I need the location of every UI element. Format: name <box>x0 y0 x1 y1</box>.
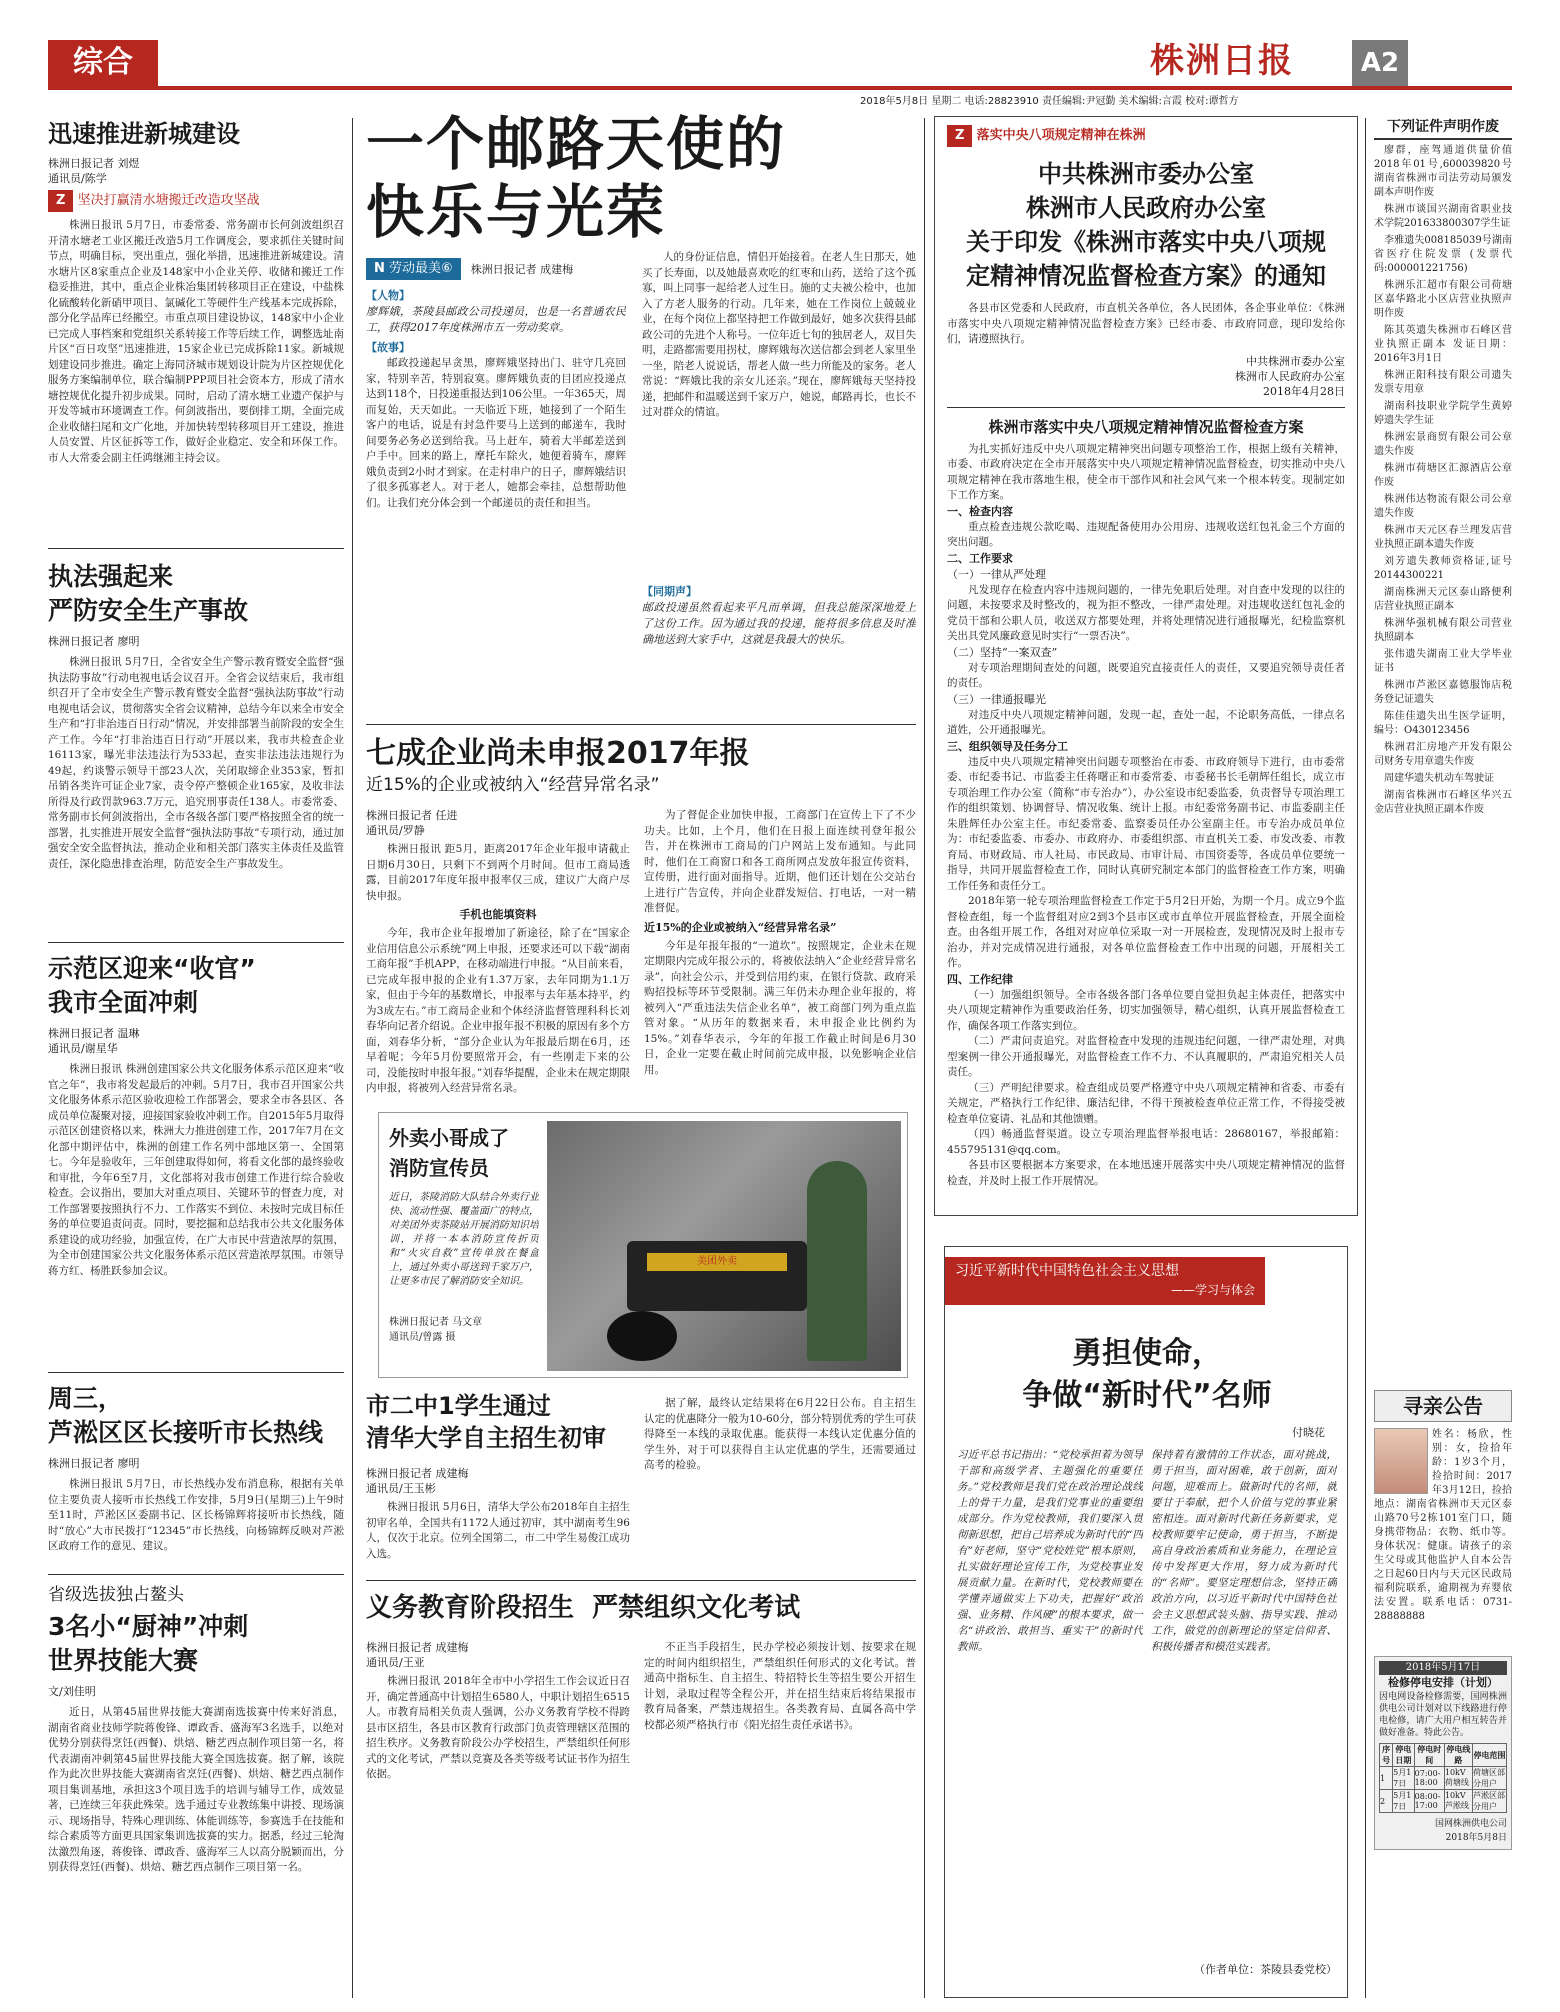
plan-body: 对专项治理期间查处的问题，既要追究直接责任人的责任，又要追究领导责任者的责任。 <box>947 661 1345 689</box>
article-body: 为了督促企业加快申报，工商部门在宣传上下了不少功夫。比如，上个月，他们在日报上面连续刊登年报公告，并在株洲市工商局的门户网站上发布通知。与此同时，他们在工商窗口和各工商所网点发放年报宣传资料，宣传册，进行面对面指导。近期，他们还计划在公交站台上进行广告宣传，并向企业群发短信、打电话，一对一精准督促。 <box>644 809 916 914</box>
divider <box>48 1372 344 1373</box>
author-affiliation: （作者单位：茶陵县委党校） <box>1194 1963 1337 1976</box>
plan-body: 凡发现存在检查内容中违规问题的，一律先免职后处理。对自查中发现的以往的问题，未按要求及时整改的，视为拒不整改，一律严肃处理。对违规收送红包礼金的党员干部和公职人员，收送双方都要处理，并将处理情况进行通报曝光，纪检监察机关出具党风廉政意见时实行“一票否决”。 <box>947 583 1345 642</box>
plan-section: 二、工作要求 <box>947 551 1013 565</box>
notice-column <box>1374 1390 1512 1998</box>
headline: 市二中1学生通过 清华大学自主招生初审 <box>366 1392 606 1452</box>
quote-text: 邮政投递虽然看起来平凡而单调，但我总能深深地爱上了这份工作。因为通过我的投递，能将很多信息及时准确地送到大家手中，这就是我最大的快乐。 <box>642 601 916 646</box>
divider <box>48 548 344 549</box>
article-xincheng <box>48 118 344 548</box>
classified-item: 株洲乐汇超市有限公司荷塘区嘉华路北小区店营业执照声明作废 <box>1374 280 1512 319</box>
byline: 通讯员/王亚 <box>366 1656 425 1669</box>
headline: 七成企业尚未申报2017年报 <box>366 736 750 771</box>
essay-body: 保持着有激情的工作状态，面对挑战，勇于担当，面对困难，敢于创新，面对问题，迎难而上。做新时代的名师，就要甘于奉献，把个人价值与党的事业紧密相连。面对新时代新任务新要求，党校教师要牢记使命，勇于担当，不断提高自身政治素质和业务能力，在理论宣传中发挥更大作用，努力成为新时代的“名师”。要坚定理想信念，坚持正确政治方向，以习近平新时代中国特色社会主义思想武装头脑、指导实践、推动工作，做党的创新理论的坚定信仰者、积极传播者和模范实践者。 <box>1151 1449 1337 1653</box>
meituan-badge: 美团外卖 <box>647 1253 787 1271</box>
article-body: 人的身份证信息，情侣开始接着。在老人生日那天，她买了长寿面，以及她最喜欢吃的红枣和山药，送给了这个孤寡，叫上同事一起给老人过生日。施的丈夫被公检中，也加入了方老人服务的行动。几年来，她在工作岗位上兢兢业业，在每个岗位上都坚持把工作做到最好，她多次获得县邮政公司的先进个人称号。一位年近七旬的独居老人，双目失明，走路都需要用拐杖，廖辉娥每次送信都会到老人家里坐一坐，陪老人说说话，帮老人做一些力所能及的家务。老人常说：“辉娥比我的亲女儿还亲。”现在，廖辉娥每天坚持投递，把邮件和温暖送到千家万户，她说，邮路再长，也长不过对群众的情谊。 <box>642 251 916 418</box>
divider <box>366 1580 916 1581</box>
headline: 执法强起来 严防安全生产事故 <box>48 562 249 625</box>
column-rule <box>352 118 353 1998</box>
headline: 外卖小哥成了 消防宣传员 <box>389 1126 509 1180</box>
headline: 3名小“厨神”冲刺 世界技能大赛 <box>48 1612 249 1675</box>
article-body: 株洲日报讯 株洲创建国家公共文化服务体系示范区迎来“收官之年”，我市将发起最后的冲刺。5月7日，我市召开国家公共文化服务体系示范区验收迎检工作部署会，要求全市各县区、各成员单位凝聚对接，迎接国家验收冲刺工作。自2015年5月取得示范区创建资格以来，株洲大力推进创建工作，2017年7月在文化部中期评估中，株洲的创建工作名列中部地区第一、全国第七。今年是验收年，三年创建取得如何，将看文化部的最终验收和审批，今年6至7月，文化部将对我市创建工作进行综合验收检查。会议指出，要加大对重点项目、关键环节的督查力度，对工作部署要按照执行不力、工作落实不到位、未按时完成目标任务的单位要追责问责。同时，要挖掘和总结我市公共文化服务体系建设的成功经验，加强宣传，在广大市民中营造浓厚的氛围，为全市创建国家公共文化服务体系示范区营造浓厚氛围。市领导蒋方红、杨胜跃参加会议。 <box>48 1063 344 1277</box>
byline: 株洲日报记者 廖明 <box>48 635 140 648</box>
table-header: 停电日期 <box>1393 1744 1414 1767</box>
table-cell: 2 <box>1380 1790 1393 1813</box>
byline: 株洲日报记者 任进 <box>366 809 458 822</box>
plan-body: 2018年第一轮专项治理监督检查工作定于5月2日开始，为期一个月。成立9个监督检查组，每一个监督组对应2到3个县市区或市直单位开展监督检查，开展全面检查。由各组开展工作，各组对对应单位采取一对一开展检查，发现情况及时上报市专治办，并对完成情况进行通报，对各单位监督检查工作中出现的问题，开展相关工作。 <box>947 895 1345 969</box>
classified-item: 株洲正阳科技有限公司遗失发票专用章 <box>1374 370 1512 395</box>
plan-body: （四）畅通监督渠道。设立专项治理监督举报电话：28680167，举报邮箱：455795131@qq.com。 <box>947 1128 1345 1156</box>
article-body: 株洲日报讯 距5月，距离2017年企业年报申请截止日期6月30日，只剩下不到两个月时间。但市工商局透露，目前2017年度年报申报率仅三成，建议广大商户尽快申报。 <box>366 843 630 902</box>
section-tag: 综合 <box>48 40 158 86</box>
article-body: 株洲日报讯 5月7日，市委常委、常务副市长何剑波组织召开清水塘老工业区搬迁改造5月工作调度会，要求抓住关键时间节点，明确目标，突出重点，强化举措，迅速推进新城建设。清水塘片区8家重点企业及148家中小企业关停、收储和搬迁工作稳妥推进，其中，重点企业株冶集团转移项目正在建设，中盐株化硫酸转化新硝甲项目、氯碱化工等硬件生产线基本完成拆除，部分化学品库已经搬空。市重点项目建设协议，148家中小企业已完成人事档案和党组织关系转接工作等后续工作，调整选址南片区“百日攻坚”迅速推进，15家企业已完成拆除11家。新城规划建设同步推进。确定上海同济城市规划设计院为片区控规优化服务方案编制单位，联合编制PPP项目社会资本方，形成了清水塘控规优化提升初步成果。同时，启动了清水塘工业遗产保护与开发等城市环境调查工作。何剑波指出，要倒排工期，全面完成企业收储扫尾和文广化地，并加快转型转移项目开工建设，推进人员安置、片区征拆等工作，做好企业稳定、安全和环保工作。市人大常委会副主任鸿继湘主持会议。 <box>48 219 344 464</box>
byline: 通讯员/陈学 <box>48 172 107 185</box>
article-zhousan <box>48 1382 344 1572</box>
sub-heading: 【故事】 <box>366 341 410 354</box>
byline: 株洲日报记者 温琳 <box>48 1027 140 1040</box>
plan-title: 株洲市落实中央八项规定精神情况监督检查方案 <box>988 417 1304 436</box>
plan-body: 违反中央八项规定精神突出问题专项整治在市委、市政府领导下进行，由市委常委、市纪委书记、市监委主任蒋曙正和市委常委、市委秘书长毛朝辉任组长，成立市专项治理工作办公室（简称“市专治办”），办公室设市纪委监委，负责督导专项治理工作的组织策划、协调督导、情况收集、统计上报。市纪委常务副书记、市监委副主任朱胜辉任办公室主任。市纪委常委、监察委员任办公室副主任。市专治办成员单位为：市纪委监委、市委办、市政府办、市委组织部、市直机关工委、市发改委、市教育局、市财政局、市人社局、市民政局、市审计局、市国资委等，各成员单位要统一指导，共同开展监督检查工作，同时认真研究制定本部门的监督检查工作方案，明确工作任务和责任分工。 <box>947 755 1345 892</box>
byline: 株洲日报记者 刘煜 <box>48 157 140 170</box>
column-rule <box>1365 118 1366 1998</box>
table-cell: 5月17日 <box>1393 1790 1414 1813</box>
divider <box>48 1574 344 1575</box>
divider <box>366 724 916 725</box>
outage-body: 因电网设备检修需要，国网株洲供电公司计划对以下线路进行停电检修，请广大用户相互转告并做好准备。特此公告。 <box>1379 1692 1507 1738</box>
article-body: 株洲日报讯 5月7日，市长热线办发布消息称，根据有关单位主要负责人接听市长热线工作安排，5月9日(星期三)上午9时至11时，芦淞区区委副书记、区长杨锦辉将接听市长热线，随时“放心”大市民拨打“12345”市长热线，向杨锦辉反映对芦淞区政府工作的意见、建议。 <box>48 1478 344 1552</box>
plan-section: 三、组织领导及任务分工 <box>947 739 1068 753</box>
child-photo <box>1374 1428 1428 1494</box>
signature: 中共株洲市委办公室 <box>1246 354 1345 368</box>
article-body: 株洲日报讯 2018年全市中小学招生工作会议近日召开，确定普通高中计划招生6580人，中职计划招生6515人。市教育局相关负责人强调，公办义务教育学校不得跨县市区招生，各县市区教育行政部门负责管理辖区范围的招生秩序。义务教育阶段公办学校招生，严禁组织任何形式的文化考试，严禁以竞赛及各类等级考试证书作为招生依据。 <box>366 1675 630 1780</box>
essay-body: 习近平总书记指出：“党校承担着为领导干部和高级学者、主题强化的重要任务。”党校教师是我们党在政治理论战线上的骨干力量，是我们党事业的重要组成部分。作为党校教师，我们要深入贯彻新思想，把自己培养成为新时代的“四有”好老师，坚守“党校姓党”根本原则，扎实做好理论宣传工作，为党校事业发展贡献力量。在新时代，党校教师要在学懂弄通做实上下功夫，把握好“政治强、业务精、作风硬”的根本要求，做一名“讲政治、敢担当、重实干”的新时代教师。 <box>957 1449 1143 1653</box>
classified-item: 株洲宏景商贸有限公司公章遗失作废 <box>1374 432 1512 457</box>
byline: 通讯员/谢星华 <box>48 1042 118 1055</box>
kicker: 省级选拔独占鳌头 <box>48 1585 184 1605</box>
plan-subsection: （二）坚持“一案双查” <box>947 645 1058 659</box>
article-body: 近日，从第45届世界技能大赛湖南选拔赛中传来好消息，湖南省商业技师学院蒋俊锋、谭政香、盛海军3名选手，以绝对优势分别获得烹饪(西餐)、烘焙、糖艺西点制作项目第一名，将代表湖南冲刺第45届世界技能大赛全国选拔赛。据了解，该院作为此次世界技能大赛湖南省烹饪(西餐)、烘焙、糖艺西点制作项目集训基地，承担这3个项目选手的培训与辅导工作，成效显著，已连续三年获此殊荣。选手通过专业教练集中讲授、现场演示、现场指导，特殊心理训练、体能训练等，参赛选手在技能和综合素质等方面更具国家集训选拔赛的实力。据悉，经过三轮淘汰激烈角逐，蒋俊锋、谭政香、盛海军三人以高分脱颖而出，分别获得烹饪(西餐)、烘焙、糖艺西点制作三项目第一名。 <box>48 1706 344 1873</box>
classified-item: 株洲市谈国兴湖南省职业技术学院201633800307学生证 <box>1374 204 1512 229</box>
headline: 示范区迎来“收官” 我市全面冲刺 <box>48 954 256 1017</box>
classifieds <box>1374 116 1512 1386</box>
table-cell: 07:00-18:00 <box>1414 1767 1444 1790</box>
outage-title: 检修停电安排（计划） <box>1388 1676 1498 1689</box>
sub-heading: 【同期声】 <box>642 585 697 598</box>
column-rule <box>924 118 925 1998</box>
classified-item: 李雅遗失008185039号湖南省医疗住院发票 (发票代码:000001221756) <box>1374 235 1512 274</box>
headline: 义务教育阶段招生 严禁组织文化考试 <box>366 1593 801 1623</box>
news-photo <box>547 1121 901 1371</box>
article-erzhong <box>366 1390 916 1576</box>
table-cell: 10kV芦淞线 <box>1444 1790 1472 1813</box>
plan-body: 各县市区要根据本方案要求，在本地迅速开展落实中央八项规定精神情况的监督检查，并及时上报工作开展情况。 <box>947 1159 1345 1187</box>
classified-item: 张伟遗失湖南工业大学毕业证书 <box>1374 649 1512 674</box>
classified-item: 株洲市芦淞区嘉德服饰店税务登记证遗失 <box>1374 680 1512 705</box>
notice-box <box>934 116 1358 1216</box>
table-header: 停电时间 <box>1414 1744 1444 1767</box>
byline: 通讯员/罗静 <box>366 824 425 837</box>
article-body: 株洲日报讯 5月6日，清华大学公布2018年自主招生初审名单，全国共有1172人通过初审，其中湖南考生96人，仅次于北京。位列全国第二，市二中学生易俊江成功入选。 <box>366 1501 630 1560</box>
plan-section: 四、工作纪律 <box>947 972 1013 986</box>
classified-item: 陈佳佳遗失出生医学证明，编号：O430123456 <box>1374 711 1512 736</box>
table-header: 停电范围 <box>1473 1744 1507 1767</box>
table-row <box>1380 1767 1507 1790</box>
article-body: 株洲日报讯 5月7日，全省安全生产警示教育暨安全监督“强执法防事故”行动电视电话会议召开。全省会议结束后，我市组织召开了全市安全生产警示教育暨安全监督“强执法防事故”行动电视电话会议，贯彻落实全省会议精神，总结今年以来全市安全生产和“打非治违百日行动”情况，并安排部署当前阶段的安全生产工作。今年“打非治违百日行动”开展以来，我市共检查企业16113家，曝光非法违法行为533起，查实非法违法违规行为49起，约谈警示领导干部23人次，关闭取缔企业353家，暂扣吊销各类许可证企业7家，责令停产整顿企业165家，及收非法所得及行政罚款963.7万元，追究刑事责任138人。市委常委、常务副市长何剑波指出，全市各级各部门要严格按照全省的统一部署，扎实推进开展安全监督“强执法防事故”专项行动，通过加强安全安全监督执法，推动企业和相关部门落实主体责任及监管责任，深化隐患排查治理，防范安全生产事故发生。 <box>48 656 344 870</box>
plan-subsection: （一）一律从严处理 <box>947 567 1046 581</box>
photo-caption: 近日，茶陵消防大队结合外卖行业快、流动性强、覆盖面广的特点，对美团外卖茶陵站开展消防知识培训，并将一本本消防宣传折页和“火灾自救”宣传单放在餐盒上，通过外卖小哥送到千家万户，让更多市民了解消防安全知识。 <box>389 1192 539 1287</box>
article-shifanqu <box>48 952 344 1372</box>
byline: 株洲日报记者 马文章 <box>389 1317 483 1328</box>
notice-date: 2018年4月28日 <box>1263 384 1345 398</box>
article-body: 今年，我市企业年报增加了新途径，除了在“国家企业信用信息公示系统”网上申报，还要求还可以下载“湖南工商年报”手机APP，在移动端进行申报。“从目前来看，已完成年报申报的企业有1.37万家，去年同期为1.1万家，但由于今年的基数增长，申报率与去年基本持平，约为3成左右。”市工商局企业和个体经济监督管理科科长刘春华向记者介绍说。企业申报年报不积极的原因有多个方面，刘春华分析，“部分企业认为年报最后期在6月，还早着呢；今年5月份要照常开会，有一些刚走下来的公司，没能按时申报年报。”刘春华提醒，企业未在规定期限内申报，将被列入经营异常名录。 <box>366 927 630 1094</box>
topic-tag: Z 落实中央八项规定精神在株洲 <box>947 125 1345 147</box>
article-zhifa <box>48 560 344 940</box>
classified-item: 湖南省株洲市石峰区华兴五金店营业执照正副本作废 <box>1374 790 1512 815</box>
table-cell: 10kV荷塘线 <box>1444 1767 1472 1790</box>
byline: 株洲日报记者 成建梅 <box>470 262 574 276</box>
table-cell: 08:00-17:00 <box>1414 1790 1444 1813</box>
sub-heading: 近15%的企业或被纳入“经营异常名录” <box>644 920 837 934</box>
byline: 株洲日报记者 成建梅 <box>366 1467 469 1480</box>
byline: 通讯员/曾露 摄 <box>389 1332 456 1343</box>
headline: 周三， 芦淞区区长接听市长热线 <box>48 1384 324 1447</box>
sub-heading: 【人物】 <box>366 289 410 302</box>
main-headline: 一个邮路天使的 快乐与光荣 <box>366 110 787 246</box>
classified-item: 株洲君汇房地产开发有限公司财务专用章遗失作废 <box>1374 742 1512 767</box>
page-number: A2 <box>1352 40 1408 86</box>
plan-body: 对违反中央八项规定精神问题，发现一起，查处一起，不论职务高低，一律点名道姓，公开通报曝光。 <box>947 708 1345 736</box>
classified-item: 陈其英遗失株洲市石峰区营业执照正副本 发证日期：2016年3月1日 <box>1374 325 1512 364</box>
plan-body: 重点检查违规公款吃喝、违规配备使用办公用房、违规收送红包礼金三个方面的突出问题。 <box>947 520 1345 548</box>
notice-title: 中共株洲市委办公室 株洲市人民政府办公室 关于印发《株洲市落实中央八项规 定精神情况监督检查方案》的通知 <box>966 159 1326 290</box>
article-body: 今年是年报年报的“一道坎”。按照规定，企业未在规定期限内完成年报公示的，将被依法纳入“企业经营异常名录”，向社会公示，并受到信用约束，在银行贷款、政府采购招投标等环节受限制。满三年仍未办理企业年报的，将被列入“严重违法失信企业名单”，被工商部门列为重点监管对象。“从历年的数据来看，未申报企业比例约为15%。”刘春华表示，今年的年报工作截止时间是6月30日，企业一定要在截止时间前完成申报，以免影响企业信用。 <box>644 939 916 1076</box>
outage-sign: 国网株洲供电公司 <box>1434 1819 1507 1829</box>
classified-item: 株洲伟达物流有限公司公章遗失作废 <box>1374 494 1512 519</box>
classified-item: 刘芳遗失教师资格证,证号20144300221 <box>1374 556 1512 581</box>
firefighter-figure <box>807 1161 867 1361</box>
plan-body: （一）加强组织领导。全市各级各部门各单位要自觉担负起主体责任，把落实中央八项规定精神作为重要政治任务，切实加强领导，精心组织，认真开展监督检查工作，确保各项工作落实到位。 <box>947 988 1345 1032</box>
article-youlu <box>366 110 916 720</box>
classified-item: 周建华遗失机动车驾驶证 <box>1384 773 1494 784</box>
table-header: 停电线路 <box>1444 1744 1472 1767</box>
plan-subsection: （三）一律通报曝光 <box>947 692 1046 706</box>
byline: 株洲日报记者 成建梅 <box>366 1641 469 1654</box>
table-cell: 荷塘区部分用户 <box>1473 1768 1505 1788</box>
table-cell: 1 <box>1380 1767 1393 1790</box>
classified-item: 株洲市荷塘区汇源酒店公章作废 <box>1374 463 1512 488</box>
topic-tag: Z 坚决打赢清水塘搬迁改造攻坚战 <box>48 190 344 212</box>
headline: 迅速推进新城建设 <box>48 120 240 148</box>
info-bar: 2018年5月8日 星期二 电话:28823910 责任编辑:尹冠勤 美术编辑:言霞 校对:谭哲方 <box>860 96 1239 107</box>
article-body: 不正当手段招生，民办学校必须按计划、按要求在规定的时间内组织招生，严禁组织任何形式的文化考试。普通高中指标生、自主招生、特招特长生等招生要公开招生计划，录取过程等全程公开，并在招生结束后将结果报市教育局备案，严禁违规招生。各类教育局、直属各高中学校都必须严格执行市《阳光招生责任承诺书》。 <box>644 1641 916 1731</box>
plan-body: （二）严肃问责追究。对监督检查中发现的违规违纪问题，一律严肃处理，对典型案例一律公开通报曝光，对监督检查工作不力、不认真履职的，严肃追究相关人员责任。 <box>947 1035 1345 1078</box>
classified-item: 湖南株洲天元区泰山路便利店营业执照正副本 <box>1374 587 1512 612</box>
topic-tag: N 劳动最美⑥ <box>366 258 461 280</box>
xunqin-title: 寻亲公告 <box>1374 1390 1512 1422</box>
article-nianbao <box>366 734 916 1104</box>
signature: 株洲市人民政府办公室 <box>1235 369 1345 383</box>
table-row <box>1380 1790 1507 1813</box>
void-list <box>1374 144 1512 1384</box>
subtitle: 近15%的企业或被纳入“经营异常名录” <box>366 775 660 795</box>
plan-body: （三）严明纪律要求。检查组成员要严格遵守中央八项规定精神和省委、市委有关规定，严格执行工作纪律、廉洁纪律，不得干预被检查单位正常工作，不得接受被检查单位宴请、礼品和其他馈赠。 <box>947 1081 1345 1125</box>
classified-item: 株洲市天元区春兰理发店营业执照正副本遗失作废 <box>1374 525 1512 550</box>
photo-story-waimai <box>378 1112 908 1378</box>
byline: 通讯员/王玉彬 <box>366 1482 436 1495</box>
scooter-box <box>627 1241 807 1311</box>
outage-date: 2018年5月17日 <box>1379 1661 1507 1675</box>
author: 付晓花 <box>1292 1426 1325 1439</box>
classified-item: 株洲华强机械有限公司营业执照副本 <box>1374 618 1512 643</box>
article-body: 据了解，最终认定结果将在6月22日公布。自主招生认定的优惠降分一般为10-60分，部分特别优秀的学生可获得降至一本线的录取优惠。能获得一本线认定优惠分值的学生外，对于可以获得自主认定优惠的学生，还需要通过高考的检验。 <box>644 1397 916 1471</box>
article-chushen <box>48 1584 344 1998</box>
masthead: 株洲日报 <box>1150 41 1294 81</box>
power-outage-box <box>1374 1656 1512 1850</box>
byline: 株洲日报记者 廖明 <box>48 1457 140 1470</box>
headline: 勇担使命， 争做“新时代”名师 <box>1022 1336 1272 1413</box>
notice-body: 各县市区党委和人民政府，市直机关各单位，各人民团体，各企事业单位：《株洲市落实中央八项规定精神情况监督检查方案》已经市委、市政府同意，现印发给你们，请遵照执行。 <box>947 302 1345 345</box>
sub-heading: 手机也能填资料 <box>459 908 537 921</box>
plan-section: 一、检查内容 <box>947 504 1013 518</box>
article-body: 邮政投递起早贪黑，廖辉娥坚持出门、驻守几亮回家，特别辛苦，特别寂寞。廖辉娥负责的目团应投递点达到118个，日投递重报达到106公里。一年365天，周而复始，天天如此。一天临近下班，她接到了一个陌生客户的电话，说是有封急件要马上送到的邮递车，我时间要务必务必送到给我。马上赶车，骑着大半邮差送到户手中。回来的路上，摩托车除火，她便着骑车，廖辉娥负责到2小时才到家。在走村串户的日子，廖辉娥结识了很多孤寡老人。对于老人，她都会牵挂，总想帮助他们。让我们充分体会到一个邮递员的责任和担当。 <box>366 357 626 509</box>
series-banner: 习近平新时代中国特色社会主义思想 ——学习与体会 <box>945 1257 1265 1305</box>
profile-text: 廖辉娥，茶陵县邮政公司投递员，也是一名普通农民工，获得2017年度株洲市五一劳动奖章。 <box>366 305 626 334</box>
xunqin-body: 姓名：杨欣，性别：女，捡拾年龄：1岁3个月，捡拾时间：2017年3月12日，捡拾地点：湖南省株洲市天元区泰山路70号2栋101室门口，随身携带物品：衣物、纸巾等。身体状况：健康。请孩子的亲生父母或其他监护人自本公告之日起60日内与天元区民政局福利院联系，逾期视为弃婴依法安置。联系电话：0731-28888888 <box>1374 1429 1512 1622</box>
xjp-essay-box <box>944 1246 1348 1998</box>
classified-item: 湖南科技职业学院学生黄婷婷遗失学生证 <box>1374 401 1512 426</box>
byline: 文/刘佳明 <box>48 1685 96 1698</box>
outage-table <box>1379 1743 1507 1813</box>
outage-sign-date: 2018年5月8日 <box>1445 1833 1507 1843</box>
table-cell: 5月17日 <box>1393 1767 1414 1790</box>
wheel <box>607 1311 677 1361</box>
table-header: 序号 <box>1380 1744 1393 1767</box>
header-rule <box>48 86 1512 90</box>
divider <box>48 942 344 943</box>
table-cell: 芦淞区部分用户 <box>1473 1791 1505 1811</box>
plan-body: 为扎实抓好违反中央八项规定精神突出问题专项整治工作，根据上级有关精神，市委、市政府决定在全市开展落实中央八项规定精神情况监督检查，切实推动中央八项规定精神在我市落地生根，使全市干部作风和社会风气来一个根本转变。现制定如下工作方案。 <box>947 442 1345 501</box>
article-yiwu <box>366 1590 916 1998</box>
classifieds-title: 下列证件声明作废 <box>1374 116 1512 140</box>
divider <box>947 407 1345 408</box>
classified-item: 廖群，座驾通道供量价值2018年01号,600039820号湖南省株洲市司法劳动局颁发副本声明作废 <box>1374 145 1512 198</box>
